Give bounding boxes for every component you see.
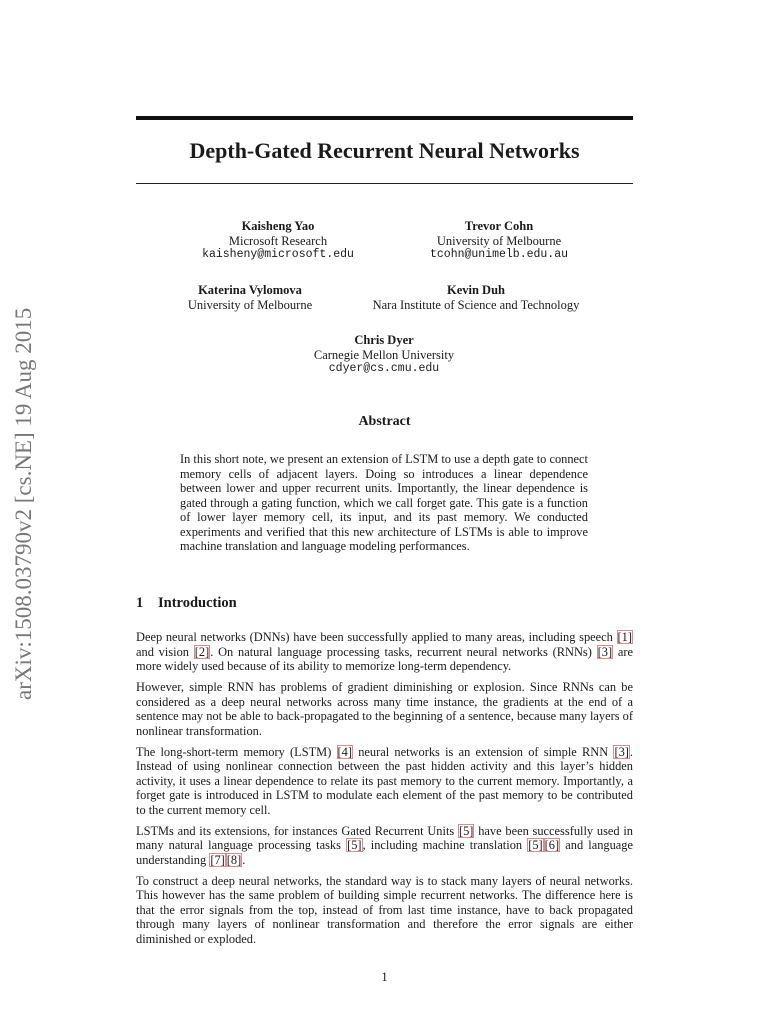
author-name: Chris Dyer [354,333,414,347]
author-block [160,283,340,312]
author-name: Katerina Vylomova [198,283,302,297]
author-name: Trevor Cohn [464,219,534,233]
paragraph [136,874,633,947]
citation-link[interactable]: [3] [614,744,629,759]
paragraph-text: . Instead of using nonlinear connection between the past hidden activity and this layer’s hidden activity, it uses a linear dependence to relate its past memory to the current memory. Importantly, a forget gate is introduced in LSTM to modulate each element of the past memory to be contributed to the current memory cell. [136,744,633,817]
author-name: Kaisheng Yao [241,219,315,233]
author-affiliation: Nara Institute of Science and Technology [372,297,580,312]
title-top-rule [136,116,633,120]
author-affiliation: Carnegie Mellon University [313,347,455,362]
citation-link[interactable]: [2] [194,644,210,659]
paragraph-text: . On natural language processing tasks, recurrent neural networks (RNNs) [210,644,597,659]
paragraph-text: . [242,852,246,867]
paragraph-text: To construct a deep neural networks, the standard way is to stack many layers of neural networks. This however has the same problem of building simple recurrent networks. The difference here is that the error signals from the top, instead of from last time instance, have to back propagated through many layers of nonlinear transformation and therefore the error signals are either diminished or exploded. [136,873,633,946]
citation-link[interactable]: [5] [528,838,543,852]
author-email[interactable]: kaisheny@microsoft.edu [202,248,354,261]
author-block [356,283,596,312]
paragraph-text: have been successfully used in many natural language processing tasks [136,823,633,852]
citation-link[interactable]: [3] [597,644,613,659]
paragraph [136,745,633,818]
paragraph-text: are more widely used because of its ability to memorize long-term dependency. [136,644,633,673]
section-heading [136,594,633,612]
paragraph-text: , including machine translation [362,838,528,852]
author-affiliation: University of Melbourne [436,233,562,248]
section-number: 1 [136,595,144,611]
author-affiliation: Microsoft Research [228,233,328,248]
paragraph-text: LSTMs and its extensions, for instances Gated Recurrent Units [136,823,458,838]
arxiv-identifier: arXiv:1508.03790v2 [cs.NE] 19 Aug 2015 [11,307,36,700]
citation-link[interactable]: [7] [210,852,225,867]
page-number: 1 [381,970,388,984]
citation-link[interactable]: [5] [347,838,362,852]
citation-link[interactable]: [4] [337,744,352,759]
citation-link[interactable]: [1] [617,630,632,644]
author-block [178,219,378,263]
section-title: Introduction [158,595,237,611]
paragraph [136,630,633,674]
citation-link[interactable]: [8] [226,852,242,867]
paragraph-text: and vision [136,644,194,659]
paragraph-text: neural networks is an extension of simple RNN [353,744,614,759]
paragraph-text: The long-short-term memory (LSTM) [136,744,337,759]
paper-title: Depth-Gated Recurrent Neural Networks [189,138,580,163]
paragraph-text: Deep neural networks (DNNs) have been successfully applied to many areas, including speech [136,630,617,644]
author-affiliation: University of Melbourne [187,297,313,312]
paragraph-text: and language understanding [136,838,633,867]
citation-link[interactable]: [5] [458,823,474,838]
paragraph-text: However, simple RNN has problems of gradient diminishing or explosion. Since RNNs can be considered as a deep neural networks across many time instance, the gradients at the end of a sentence may not be able to back-propagated to the beginning of a sentence, because many layers of nonlinear transformation. [136,680,633,738]
citation-link[interactable]: [6] [544,838,560,852]
abstract-heading: Abstract [358,414,411,429]
author-email[interactable]: cdyer@cs.cmu.edu [328,362,440,375]
author-block [394,219,604,263]
author-name: Kevin Duh [446,283,505,297]
author-email[interactable]: tcohn@unimelb.edu.au [429,248,569,261]
author-block [284,333,484,377]
paragraph [136,680,633,738]
paragraph [136,824,633,868]
title-bottom-rule [136,183,633,184]
introduction-body [136,630,633,953]
abstract-text: In this short note, we present an extension of LSTM to use a depth gate to connect memory cells of adjacent layers. Doing so introduces a linear dependence between lower and upper recurrent units. Importantly, the linear dependence is gated through a gating function, which we call forget gate. This gate is a function of lower layer memory cell, its input, and its past memory. We conducted experiments and verified that this new architecture of LSTMs is able to improve machine translation and language modeling performances. [180,452,588,553]
